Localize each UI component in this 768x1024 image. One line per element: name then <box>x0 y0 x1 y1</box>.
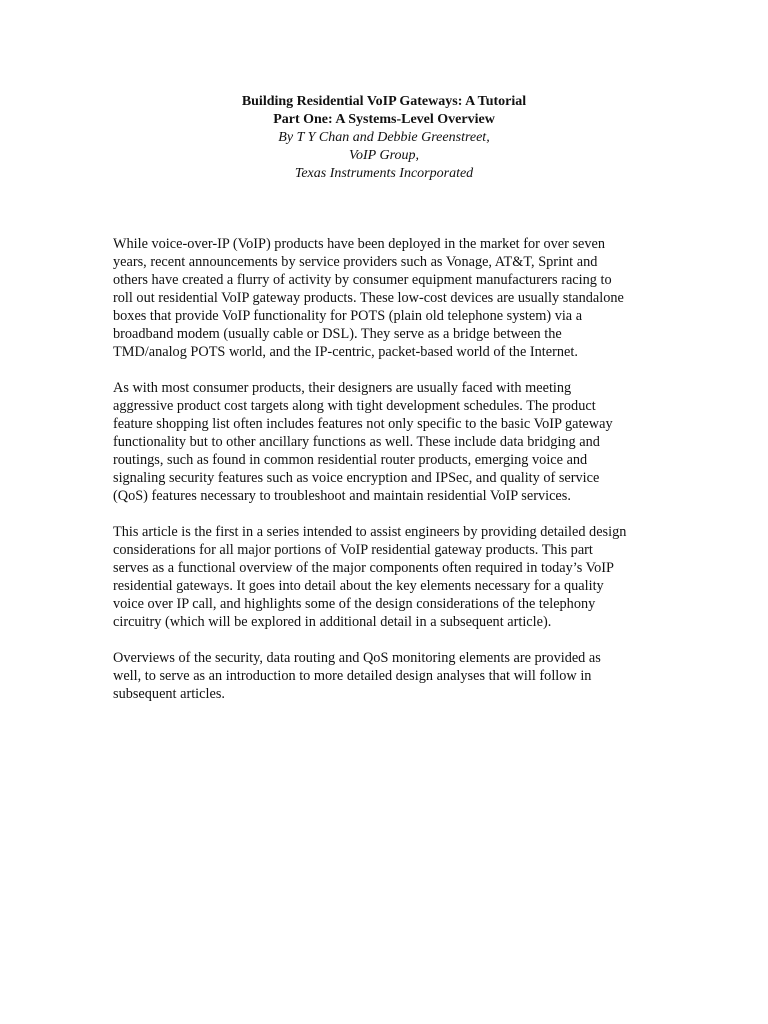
text-line: functionality but to other ancillary functions as well. These include data bridging and <box>113 434 600 450</box>
text-line: circuitry (which will be explored in additional detail in a subsequent article). <box>113 614 552 630</box>
text-line: (QoS) features necessary to troubleshoot and maintain residential VoIP services. <box>113 488 571 504</box>
text-line: years, recent announcements by service providers such as Vonage, AT&T, Sprint and <box>113 254 598 270</box>
article-body <box>113 235 658 721</box>
text-line: As with most consumer products, their designers are usually faced with meeting <box>113 380 572 396</box>
text-line: TMD/analog POTS world, and the IP-centric, packet-based world of the Internet. <box>113 344 578 360</box>
text-line: This article is the first in a series intended to assist engineers by providing detailed design <box>113 524 627 540</box>
paragraph-overviews <box>113 649 658 703</box>
text-line: serves as a functional overview of the major components often required in today’s VoIP <box>113 560 614 576</box>
paragraph-design-constraints <box>113 379 658 505</box>
article-header <box>0 93 768 183</box>
author-group: VoIP Group, <box>349 148 419 163</box>
text-line: signaling security features such as voice encryption and IPSec, and quality of service <box>113 470 600 486</box>
article-subtitle: Part One: A Systems-Level Overview <box>273 112 495 127</box>
text-line: others have created a flurry of activity by consumer equipment manufacturers racing to <box>113 272 612 288</box>
text-line: aggressive product cost targets along with tight development schedules. The product <box>113 398 596 414</box>
paragraph-series-intro <box>113 523 658 631</box>
text-line: boxes that provide VoIP functionality for POTS (plain old telephone system) via a <box>113 308 583 324</box>
text-line: considerations for all major portions of VoIP residential gateway products. This part <box>113 542 593 558</box>
text-line: feature shopping list often includes features not only specific to the basic VoIP gateway <box>113 416 613 432</box>
article-title: Building Residential VoIP Gateways: A Tutorial <box>241 94 527 109</box>
author-company: Texas Instruments Incorporated <box>294 166 474 181</box>
text-line: well, to serve as an introduction to more detailed design analyses that will follow in <box>113 668 592 684</box>
text-line: broadband modem (usually cable or DSL). They serve as a bridge between the <box>113 326 562 342</box>
text-line: subsequent articles. <box>113 686 225 702</box>
text-line: routings, such as found in common residential router products, emerging voice and <box>113 452 588 468</box>
text-line: Overviews of the security, data routing and QoS monitoring elements are provided as <box>113 650 601 666</box>
text-line: While voice-over-IP (VoIP) products have been deployed in the market for over seven <box>113 236 605 252</box>
text-line: residential gateways. It goes into detail about the key elements necessary for a quality <box>113 578 604 594</box>
text-line: roll out residential VoIP gateway products. These low-cost devices are usually standalone <box>113 290 624 306</box>
text-line: voice over IP call, and highlights some of the design considerations of the telephony <box>113 596 596 612</box>
paragraph-intro <box>113 235 658 361</box>
article-authors: By T Y Chan and Debbie Greenstreet, <box>278 130 490 145</box>
